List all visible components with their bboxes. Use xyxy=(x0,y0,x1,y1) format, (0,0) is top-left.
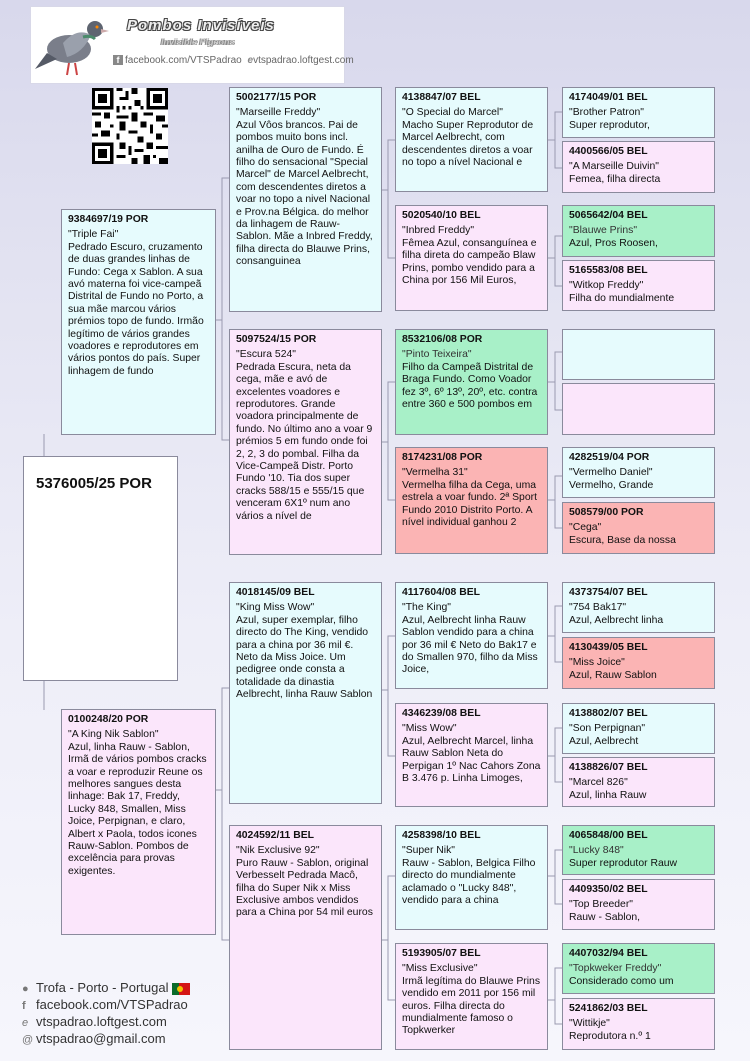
pigeon-name: "Top Breeder" xyxy=(569,899,633,911)
pigeon-name: "Vermelha 31" xyxy=(402,467,468,479)
pigeon-card-ssss xyxy=(562,87,715,138)
pigeon-card-ssd xyxy=(395,205,548,311)
pigeon-card-dsss xyxy=(562,582,715,633)
pigeon-name: "Blauwe Prins" xyxy=(569,225,638,237)
pigeon-ring-id: 4138802/07 BEL xyxy=(569,708,648,719)
pigeon-ring-id: 4258398/10 BEL xyxy=(402,830,481,841)
pigeon-name: "O Special do Marcel" xyxy=(402,107,503,119)
pigeon-ring-id: 4138847/07 BEL xyxy=(402,92,481,103)
pigeon-name: "Brother Patron" xyxy=(569,107,644,119)
pigeon-ring-id: 5065642/04 BEL xyxy=(569,210,648,221)
web-icon: e xyxy=(247,55,254,66)
footer-email-row xyxy=(22,1031,190,1048)
pigeon-ring-id: 4138826/07 BEL xyxy=(569,762,648,773)
pigeon-name: "Triple Fai" xyxy=(68,229,119,241)
contact-footer xyxy=(22,980,190,1048)
pigeon-description: Azul, linha Rauw - Sablon, Irmã de vários pombos cracks a voar e reproduzir Reune os melhores sangues desta linhage: Bak 17, Freddy, Lucky 848, Smallen, Miss Joice, Perpignan, e claro, Albert x Paola, todos icones Rauw-Sablon. Pombos de excelência para provas exigentes. xyxy=(68,741,207,877)
pigeon-description: Fêmea Azul, consanguínea e filha direta do campeão Blaw Prins, pombo vendido para a China por 156 Mil Euros, xyxy=(402,237,537,287)
pigeon-description: Azul, Aelbrecht linha Rauw Sablon vendido para a china por 36 mil € Neto do Bak17 e do Smallen 970, filho da Miss Joice, xyxy=(402,614,538,676)
location-pin-icon: ● xyxy=(22,983,29,995)
pigeon-card-dssd xyxy=(562,637,715,689)
pigeon-ring-id: 8174231/08 POR xyxy=(402,452,483,463)
brand-subtitle: Invisible Pigeons xyxy=(161,37,235,47)
pigeon-card-dam-dam xyxy=(229,825,382,1050)
pigeon-card-sire xyxy=(61,209,216,435)
footer-email-link[interactable]: vtspadrao@gmail.com xyxy=(36,1031,166,1046)
pigeon-name: "Son Perpignan" xyxy=(569,723,646,735)
pigeon-description: Azul, Aelbrecht linha xyxy=(569,614,664,626)
pigeon-ring-id: 4407032/94 BEL xyxy=(569,948,648,959)
pigeon-description: Azul Vôos brancos. Pai de pombos muito bons incl. anilha de Ouro de Fundo. É filho do sensacional "Special Marcel" de Marcel Aelbrecht, com descendentes diretos a voar no topo a nivel Nacional e Prov.na Bélgica. do melhor da linhagem de Rauw-Sablon. Mãe a Inbred Freddy, filha directa do Blauwe Prins, consanguinea xyxy=(236,119,373,268)
pigeon-card-dddd xyxy=(562,998,715,1050)
footer-facebook-row xyxy=(22,997,190,1014)
pigeon-card-sire-dam xyxy=(229,329,382,555)
pigeon-card-dam-sire xyxy=(229,582,382,804)
pigeon-ring-id: 4373754/07 BEL xyxy=(569,587,648,598)
pigeon-card-ddd xyxy=(395,943,548,1050)
pigeon-ring-id: 8532106/08 POR xyxy=(402,334,483,345)
brand-header xyxy=(30,6,354,84)
pigeon-ring-id: 5193905/07 BEL xyxy=(402,948,481,959)
pigeon-card-ssdd xyxy=(562,260,715,311)
pigeon-ring-id: 0100248/20 POR xyxy=(68,714,149,725)
pigeon-name: "A Marseille Duivin" xyxy=(569,161,659,173)
pigeon-name: "Lucky 848" xyxy=(569,845,624,857)
facebook-icon: f xyxy=(22,1000,26,1012)
pigeon-card-sssd xyxy=(562,141,715,193)
pigeon-description: Super reprodutor Rauw xyxy=(569,857,678,869)
brand-links xyxy=(113,55,354,66)
pigeon-name: "Pinto Teixeira" xyxy=(402,349,472,361)
pigeon-card-dsdd xyxy=(562,757,715,807)
pigeon-name: "Miss Joice" xyxy=(569,657,625,669)
brand-facebook-link[interactable]: facebook.com/VTSPadrao xyxy=(125,55,242,66)
pigeon-name: "Vermelho Daniel" xyxy=(569,467,653,479)
pigeon-ring-id: 4174049/01 BEL xyxy=(569,92,648,103)
main-pigeon-id: 5376005/25 POR xyxy=(36,475,152,492)
pigeon-ring-id: 4409350/02 BEL xyxy=(569,884,648,895)
pigeon-name: "754 Bak17" xyxy=(569,602,627,614)
footer-facebook-link[interactable]: facebook.com/VTSPadrao xyxy=(36,997,188,1012)
pigeon-name: "Witkop Freddy" xyxy=(569,280,644,292)
brand-title: Pombos Invisíveis xyxy=(127,17,275,34)
pigeon-description: Rauw - Sablon, Belgica Filho directo do mundialmente aclamado o "Lucky 848", vendido para a china xyxy=(402,857,536,907)
pigeon-description: Azul, Rauw Sablon xyxy=(569,669,657,681)
pigeon-ring-id: 508579/00 POR xyxy=(569,507,644,518)
pigeon-name: "Inbred Freddy" xyxy=(402,225,475,237)
pigeon-name: "Marcel 826" xyxy=(569,777,628,789)
pigeon-name: "Wittikje" xyxy=(569,1018,610,1030)
pigeon-card-ssds xyxy=(562,205,715,257)
pigeon-ring-id: 4130439/05 BEL xyxy=(569,642,648,653)
portugal-flag-icon xyxy=(172,983,190,995)
pigeon-description: Vermelha filha da Cega, uma estrela a voar fundo. 2ª Sport Fundo 2010 Distrito Porto. A nível individual ganhou 2 xyxy=(402,479,537,529)
qr-code-icon[interactable] xyxy=(92,88,168,164)
pigeon-description: Filho da Campeã Distrital de Braga Fundo. Como Voador fez 3º, 6º 13º, 20º, etc. contra entre 360 e 500 pombos em xyxy=(402,361,538,411)
pigeon-card-dds xyxy=(395,825,548,930)
main-pigeon-card xyxy=(23,456,178,681)
pigeon-description: Reprodutora n.º 1 xyxy=(569,1030,651,1042)
pigeon-description: Azul, Aelbrecht xyxy=(569,735,639,747)
pigeon-ring-id: 5002177/15 POR xyxy=(236,92,317,103)
pigeon-ring-id: 4018145/09 BEL xyxy=(236,587,315,598)
pigeon-card-dsd xyxy=(395,703,548,807)
pigeon-card-sdss-empty xyxy=(562,329,715,380)
pigeon-ring-id: 4117604/08 BEL xyxy=(402,587,480,598)
pigeon-name: "Miss Exclusive" xyxy=(402,963,478,975)
pigeon-card-sdsd-empty xyxy=(562,383,715,435)
pigeon-description: Puro Rauw - Sablon, original Verbesselt Pedrada Macô, filha do Super Nik x Miss Exclusive ambos vendidos para a China por 54 mil euros xyxy=(236,857,373,919)
pigeon-ring-id: 4024592/11 BEL xyxy=(236,830,314,841)
pigeon-name: "Escura 524" xyxy=(236,349,296,361)
pigeon-card-sddd xyxy=(562,502,715,554)
footer-location-row xyxy=(22,980,190,997)
pigeon-name: "King Miss Wow" xyxy=(236,602,315,614)
pigeon-card-sdds xyxy=(562,447,715,498)
pigeon-card-dam xyxy=(61,709,216,935)
pigeon-name: "Topkweker Freddy" xyxy=(569,963,662,975)
pigeon-ring-id: 4400566/05 BEL xyxy=(569,146,648,157)
pigeon-description: Pedrada Escura, neta da cega, mãe e avó de excelentes voadores e reprodutores. Grande voadora principalmente de fundo. No último ano a voar 9 prémios 5 em fundo onde foi 2, 2, 3 do pombal. Filha da Vice-Campeã Distr. Porto Fundo '10. Tia dos super cracks 588/15 e 555/15 que venceram 6X1º num ano vários a nível de xyxy=(236,361,373,522)
pigeon-description: Azul, linha Rauw xyxy=(569,789,647,801)
pigeon-card-dss xyxy=(395,582,548,689)
pigeon-description: Azul, Aelbrecht Marcel, linha Rauw Sablon Neta do Perpigan 1º Nac Cahors Zona B 3.476 p. Linha Limoges, xyxy=(402,735,541,785)
pigeon-card-sds xyxy=(395,329,548,435)
pigeon-description: Super reprodutor, xyxy=(569,119,650,131)
pigeon-name: "Marseille Freddy" xyxy=(236,107,321,119)
pigeon-ring-id: 5020540/10 BEL xyxy=(402,210,481,221)
pigeon-description: Macho Super Reprodutor de Marcel Aelbrecht, com descendentes diretos a voar no topo a nível Nacional e xyxy=(402,119,534,169)
pigeon-ring-id: 4065848/00 BEL xyxy=(569,830,648,841)
pigeon-ring-id: 5097524/15 POR xyxy=(236,334,317,345)
footer-site-row xyxy=(22,1014,190,1031)
pigeon-card-sss xyxy=(395,87,548,192)
brand-site-link[interactable]: vtspadrao.loftgest.com xyxy=(253,55,354,66)
pigeon-card-ddsd xyxy=(562,879,715,930)
pigeon-name: "A King Nik Sablon" xyxy=(68,729,159,741)
pigeon-ring-id: 5241862/03 BEL xyxy=(569,1003,648,1014)
facebook-icon: f xyxy=(113,55,123,65)
pigeon-description: Vermelho, Grande xyxy=(569,479,654,491)
pigeon-name: "Cega" xyxy=(569,522,602,534)
pigeon-description: Rauw - Sablon, xyxy=(569,911,641,923)
pigeon-card-ddds xyxy=(562,943,715,994)
pigeon-card-ddss xyxy=(562,825,715,875)
footer-location: Trofa - Porto - Portugal xyxy=(36,980,169,995)
pigeon-name: "The King" xyxy=(402,602,451,614)
web-icon: e xyxy=(22,1017,29,1029)
pigeon-ring-id: 9384697/19 POR xyxy=(68,214,149,225)
pigeon-name: "Nik Exclusive 92" xyxy=(236,845,320,857)
pigeon-ring-id: 5165583/08 BEL xyxy=(569,265,648,276)
pigeon-description: Azul, Pros Roosen, xyxy=(569,237,658,249)
pigeon-description: Irmã legítima do Blauwe Prins vendido em 2011 por 156 mil euros. Filha directa do mundialmente famoso o Topkwerker xyxy=(402,975,541,1037)
pigeon-logo-icon xyxy=(33,9,111,81)
pigeon-card-dsds xyxy=(562,703,715,754)
pigeon-description: Pedrado Escuro, cruzamento de duas grandes linhas de Fundo: Cega x Sablon. A sua avó materna foi vice-campeã Distrital de Fundo no Porto, a sua mãe marcou vários prémios topo de fundo. Irmão legítimo de vários grandes voadores e reprodutores em vários pontos do país. Super linhagem de fundo xyxy=(68,241,204,377)
pigeon-description: Femea, filha directa xyxy=(569,173,661,185)
pigeon-description: Azul, super exemplar, filho directo do The King, vendido para a china por 36 mil €. Neto da Miss Joice. Um pedigree onde consta a totalidade da dinastia Aelbrecht, linha Rauw Sablon xyxy=(236,614,373,701)
pigeon-description: Escura, Base da nossa xyxy=(569,534,676,546)
pigeon-ring-id: 4346239/08 BEL xyxy=(402,708,481,719)
pigeon-ring-id: 4282519/04 POR xyxy=(569,452,650,463)
footer-site-link[interactable]: vtspadrao.loftgest.com xyxy=(36,1014,167,1029)
pigeon-card-sdd xyxy=(395,447,548,554)
pigeon-name: "Super Nik" xyxy=(402,845,455,857)
pigeon-name: "Miss Wow" xyxy=(402,723,457,735)
email-at-icon: @ xyxy=(22,1034,34,1046)
pigeon-card-sire-sire xyxy=(229,87,382,312)
pigeon-description: Considerado como um xyxy=(569,975,674,987)
pigeon-description: Filha do mundialmente xyxy=(569,292,675,304)
